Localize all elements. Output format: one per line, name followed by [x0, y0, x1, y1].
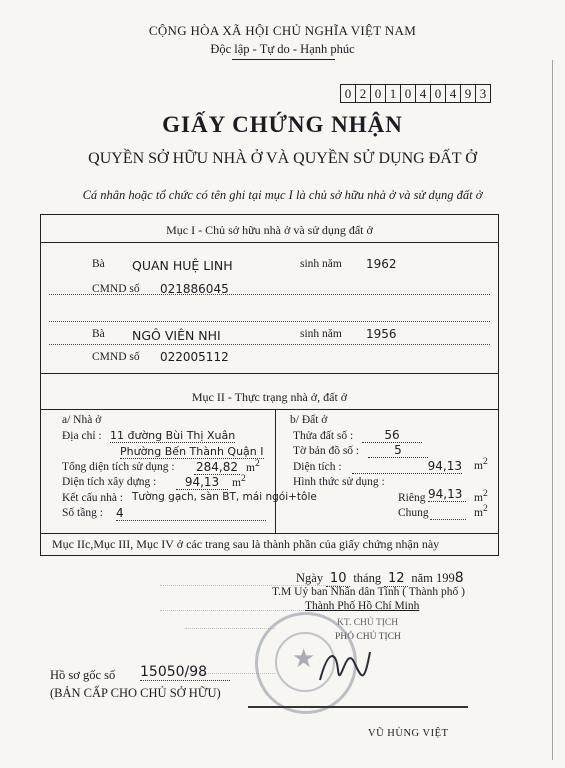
serial-digit: 4 [445, 85, 460, 102]
use-label: Hình thức sử dụng : [293, 476, 385, 488]
owner2-name: NGÔ VIÊN NHI [132, 328, 221, 343]
signature [310, 640, 380, 690]
land-area: 94,13 [352, 459, 462, 474]
total-area-label: Tổng diện tích sử dụng : [62, 461, 175, 473]
file-number: 15050/98 [140, 664, 230, 681]
address-line2: Phường Bến Thành Quận I [120, 445, 264, 458]
private-unit: $m^2$ [474, 488, 488, 504]
owner1-id-number: 021886045 [160, 282, 229, 296]
map-number: 5 [368, 443, 428, 458]
shared-label: Chung [398, 507, 429, 519]
motto-underline [232, 59, 335, 60]
certificate-table [40, 214, 499, 556]
serial-digit: 3 [475, 85, 490, 102]
role-kt-chu-tich: KT. CHỦ TỊCH [337, 618, 399, 628]
land-area-label: Diện tích : [293, 461, 342, 473]
serial-number [340, 84, 491, 103]
parcel-number: 56 [362, 428, 422, 443]
parcel-label: Thửa đất số : [293, 430, 354, 442]
build-area-unit: $m^2$ [232, 473, 246, 489]
serial-digit: 0 [430, 85, 445, 102]
owner1-prefix: Bà [92, 258, 105, 270]
total-area-unit: $m^2$ [246, 458, 260, 474]
year-digit: 8 [454, 570, 464, 586]
unit-m: m [474, 506, 483, 519]
serial-digit: 0 [370, 85, 385, 102]
serial-digit: 9 [460, 85, 475, 102]
document-title: GIẤY CHỨNG NHẬN [162, 112, 403, 137]
floors-label: Số tầng : [62, 507, 103, 519]
month: 12 [384, 571, 408, 587]
year-label: năm 199 [411, 571, 455, 585]
unit-m: m [474, 459, 483, 472]
address-line1: 11 đường Bùi Thị Xuân [110, 429, 236, 442]
unit-m: m [232, 476, 241, 489]
authority-line2: Thành Phố Hồ Chí Minh [305, 600, 420, 612]
owner2-id-number: 022005112 [160, 350, 229, 364]
owner2-prefix: Bà [92, 328, 105, 340]
total-area: 284,82 [196, 460, 238, 474]
issued-to: (BẢN CẤP CHO CHỦ SỞ HỮU) [50, 686, 221, 700]
month-label: tháng [353, 571, 382, 585]
land-area-unit: $m^2$ [474, 456, 488, 472]
owner1-name: QUAN HUỆ LINH [132, 258, 233, 273]
signature-underline [248, 706, 468, 708]
nation-header: CỘNG HÒA XÃ HỘI CHỦ NGHĨA VIỆT NAM [148, 23, 417, 38]
intro-text: Cá nhân hoặc tổ chức có tên ghi tại mục I là chủ sở hữu nhà ở và sử dụng đất ở [82, 188, 483, 202]
shared-unit: $m^2$ [474, 503, 488, 519]
authority-line1: T.M Uỷ ban Nhân dân Tỉnh ( Thành phố ) [272, 586, 465, 598]
serial-digit: 4 [415, 85, 430, 102]
serial-digit: 2 [355, 85, 370, 102]
unit-m: m [246, 461, 255, 474]
owner1-birth-year: 1962 [366, 257, 397, 271]
floors: 4 [116, 506, 266, 521]
structure-label: Kết cấu nhà : [62, 492, 123, 504]
note-text: Mục IIc,Mục III, Mục IV ở các trang sau là thành phần của giấy chứng nhận này [52, 537, 440, 551]
structure: Tường gạch, sàn BT, mái ngói+tôle [132, 491, 317, 503]
motto: Độc lập - Tự do - Hạnh phúc [210, 42, 355, 56]
section2-title: Mục II - Thực trạng nhà ở, đất ở [191, 390, 348, 404]
section1-title: Mục I - Chủ sở hữu nhà ở và sử dụng đất ở [166, 223, 373, 237]
section2-divider [275, 409, 276, 533]
page-edge-line [552, 60, 553, 760]
build-area-label: Diện tích xây dựng : [62, 476, 157, 488]
signer-name: VŨ HÙNG VIỆT [368, 728, 449, 739]
unit-m: m [474, 491, 483, 504]
build-area: 94,13 [176, 475, 228, 490]
seal-star-icon: ★ [292, 644, 316, 673]
private-label: Riêng [398, 492, 426, 504]
shared-area [430, 506, 466, 520]
owner2-id-label: CMND số [92, 351, 140, 363]
land-heading: b/ Đất ở [290, 414, 328, 426]
address-label: Địa chỉ : [62, 430, 102, 442]
day: 10 [326, 571, 350, 587]
document-subtitle: QUYỀN SỞ HỮU NHÀ Ở VÀ QUYỀN SỬ DỤNG ĐẤT Ở [88, 150, 477, 167]
owner1-birth-label: sinh năm [300, 258, 342, 270]
private-area: 94,13 [428, 487, 466, 502]
file-label: Hồ sơ gốc số [50, 668, 116, 682]
owner1-id-label: CMND số [92, 283, 140, 295]
map-label: Tờ bản đồ số : [293, 445, 360, 457]
day-label: Ngày [296, 571, 324, 585]
owner2-birth-year: 1956 [366, 327, 397, 341]
role-pho-chu-tich: PHÓ CHỦ TỊCH [335, 632, 401, 642]
house-heading: a/ Nhà ở [62, 414, 102, 426]
serial-digit: 0 [400, 85, 415, 102]
serial-digit: 0 [344, 86, 352, 101]
serial-digit: 1 [385, 85, 400, 102]
owner2-birth-label: sinh năm [300, 328, 342, 340]
